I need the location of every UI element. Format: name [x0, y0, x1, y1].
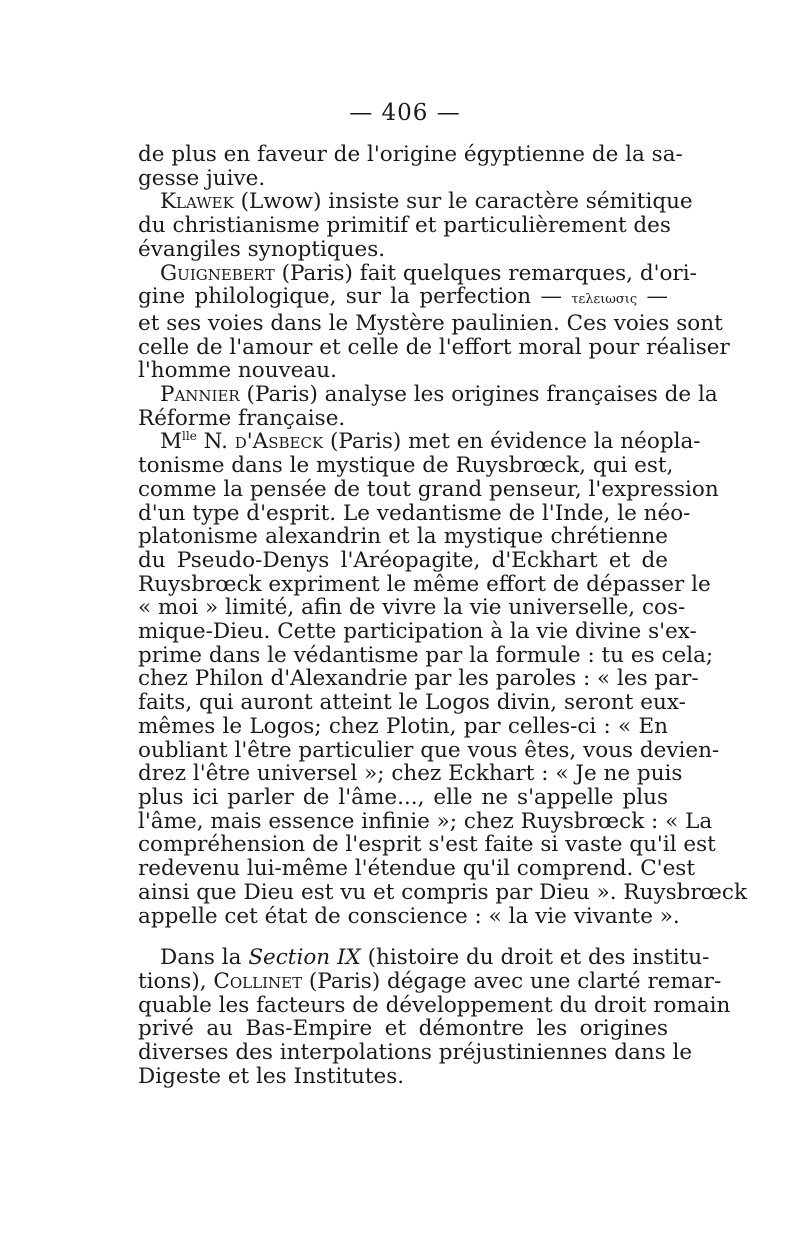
text-fragment: Dans la: [160, 945, 249, 971]
text-fragment: tions),: [138, 968, 214, 994]
author-name: d'Asbeck: [234, 429, 324, 455]
text-fragment: gine philologique, sur la perfection —: [138, 284, 572, 310]
text-line: Digeste et les Institutes.: [138, 1063, 405, 1089]
text-line: mêmes le Logos; chez Plotin, par celles-ci : « En: [138, 713, 668, 739]
page-number: — 406 —: [349, 100, 461, 126]
text-line: ainsi que Dieu est vu et compris par Dieu ». Ruysbrœck: [138, 879, 748, 905]
text-line: redevenu lui-même l'étendue qu'il comprend. C'est: [138, 856, 695, 882]
text-line: quable les facteurs de développement du droit romain: [138, 992, 731, 1018]
author-name: Klawek: [160, 189, 234, 215]
text-line: faits, qui auront atteint le Logos divin, seront eux-: [138, 690, 686, 716]
text-line: l'homme nouveau.: [138, 358, 337, 384]
text-line: platonisme alexandrin et la mystique chrétienne: [138, 524, 668, 550]
text-line: Réforme française.: [138, 405, 346, 431]
text-fragment: —: [637, 284, 668, 310]
text-line: de plus en faveur de l'origine égyptienne de la sa-: [138, 142, 683, 167]
text-line: [138, 968, 722, 994]
text-fragment: (Lwow) insiste sur le caractère sémitique: [233, 189, 693, 215]
text-line: plus ici parler de l'âme..., elle ne s'appelle plus: [138, 784, 668, 810]
author-name: Pannier: [160, 382, 240, 408]
paragraph-guignebert: [138, 260, 697, 286]
text-line: mique-Dieu. Cette participation à la vie divine s'ex-: [138, 619, 697, 645]
text-fragment: (Paris) met en évidence la néopla-: [323, 429, 701, 455]
text-line: drez l'être universel »; chez Eckhart : « Je ne puis: [138, 761, 683, 787]
paragraph-klawek: [138, 189, 693, 215]
text-fragment: (histoire du droit et des institu-: [360, 945, 710, 971]
section-title: Section IX: [248, 945, 361, 971]
text-fragment: (Paris) fait quelques remarques, d'ori-: [274, 260, 697, 286]
superscript: lle: [182, 429, 197, 444]
body-text: [138, 142, 748, 1089]
paragraph-pannier: [138, 382, 718, 408]
text-line: compréhension de l'esprit s'est faite si vaste qu'il est: [138, 832, 716, 858]
text-line: d'un type d'esprit. Le vedantisme de l'Inde, le néo-: [138, 500, 691, 526]
text-line: tonisme dans le mystique de Ruysbrœck, qui est,: [138, 453, 674, 479]
text-line: l'âme, mais essence infinie »; chez Ruysbrœck : « La: [138, 808, 713, 834]
text-fragment: N.: [196, 429, 235, 455]
text-line: gesse juive.: [138, 165, 266, 191]
text-fragment: (Paris) analyse les origines françaises de la: [239, 382, 718, 408]
author-name: Guignebert: [160, 260, 275, 286]
greek-word: τελειωσις: [571, 292, 638, 308]
text-line: du Pseudo-Denys l'Aréopagite, d'Eckhart et de: [138, 547, 668, 573]
text-line: et ses voies dans le Mystère paulinien. Ces voies sont: [138, 310, 723, 336]
paragraph-asbeck: [138, 429, 701, 455]
paragraph-section-ix: [138, 945, 710, 971]
text-line: prime dans le védantisme par la formule : tu es cela;: [138, 642, 714, 668]
text-line: chez Philon d'Alexandrie par les paroles : « les par-: [138, 666, 699, 692]
text-line: appelle cet état de conscience : « la vie vivante ».: [138, 903, 680, 929]
text-line: [138, 285, 668, 312]
author-name: Collinet: [213, 968, 303, 994]
text-line: comme la pensée de tout grand penseur, l'expression: [138, 476, 719, 502]
text-line: du christianisme primitif et particulièrement des: [138, 213, 671, 239]
text-line: « moi » limité, afin de vivre la vie universelle, cos-: [138, 595, 686, 621]
text-line: Ruysbrœck expriment le même effort de dépasser le: [138, 571, 711, 597]
text-line: celle de l'amour et celle de l'effort moral pour réaliser: [138, 334, 730, 360]
text-fragment: M: [160, 429, 183, 455]
text-line: oubliant l'être particulier que vous êtes, vous devien-: [138, 737, 720, 763]
text-fragment: (Paris) dégage avec une clarté remar-: [302, 968, 722, 994]
text-line: évangiles synoptiques.: [138, 236, 386, 262]
text-line: diverses des interpolations préjustiniennes dans le: [138, 1040, 693, 1066]
text-line: privé au Bas-Empire et démontre les origines: [138, 1016, 668, 1042]
